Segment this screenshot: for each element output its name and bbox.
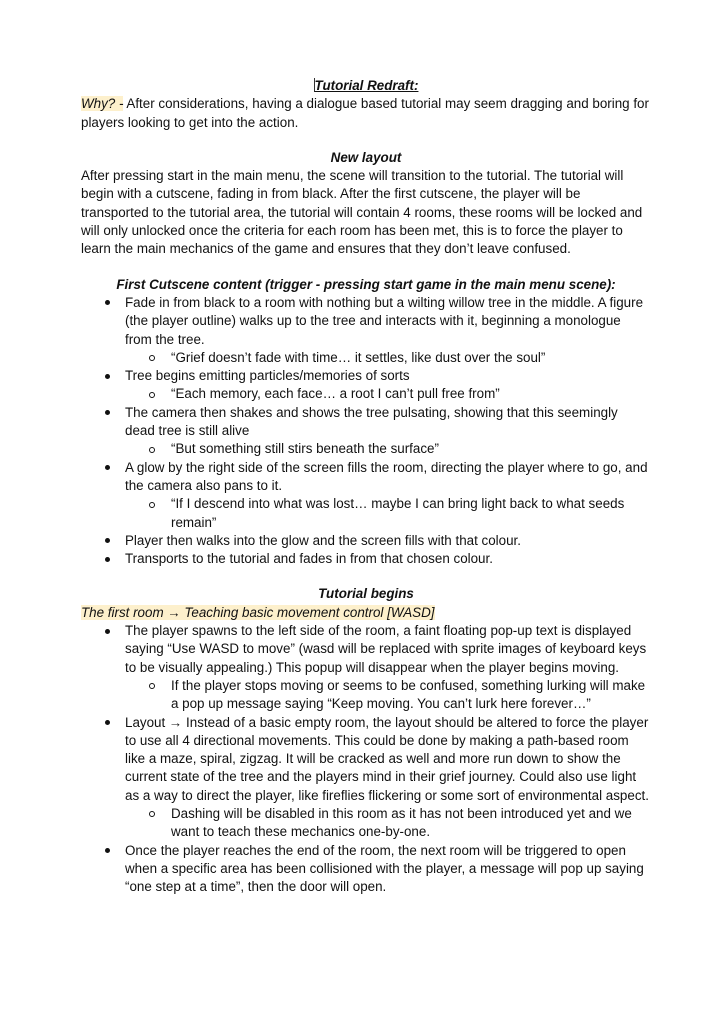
document-page xyxy=(81,77,651,896)
sub-list-item: If the player stops moving or seems to be confused, something lurking will make a pop up message saying “Keep moving. You can’t lurk here forever…” xyxy=(125,677,651,714)
list-item-text: Player then walks into the glow and the screen fills with that colour. xyxy=(125,532,521,548)
cutscene-heading: First Cutscene content (trigger - pressing start game in the main menu scene): xyxy=(116,276,616,292)
cutscene-list xyxy=(81,294,651,568)
list-item xyxy=(81,294,651,367)
list-item-text: A glow by the right side of the screen fills the room, directing the player where to go, and the camera also pans to it. xyxy=(125,459,648,493)
list-item xyxy=(81,532,651,550)
sub-list-item: “But something still stirs beneath the surface” xyxy=(125,440,651,458)
room-label-line xyxy=(81,604,651,622)
list-item-text: The player spawns to the left side of the room, a faint floating pop-up text is displayed saying “Use WASD to move” (wasd will be replaced with sprite images of keyboard keys to be visually appealing.) This popup will disappear when the player begins moving. xyxy=(125,623,647,675)
sub-list xyxy=(125,805,651,842)
spacer xyxy=(81,132,651,149)
list-item-text: Once the player reaches the end of the room, the next room will be triggered to open when a specific area has been collisioned with the player, a message will pop up saying “one step at a time”, then the door will open. xyxy=(125,842,644,895)
list-item xyxy=(81,714,651,842)
sub-list-item: “If I descend into what was lost… maybe I can bring light back to what seeds remain” xyxy=(125,495,651,532)
list-item-text: Layout → Instead of a basic empty room, the layout should be altered to force the player to use all 4 directional movements. This could be done by making a path-based room like a maze, spiral, zigzag. It will be cracked as well and more run down to show the current state of the tree and the players mind in their grief journey. Could also use light as a way to direct the player, like fireflies flickering or some sort of environmental aspect. xyxy=(125,714,649,803)
list-item-text: Fade in from black to a room with nothing but a wilting willow tree in the middle. A figure (the player outline) walks up to the tree and interacts with it, beginning a monologue from the tree. xyxy=(125,294,644,347)
tutorial-list xyxy=(81,622,651,896)
spacer xyxy=(81,259,651,276)
list-item xyxy=(81,367,651,404)
list-item xyxy=(81,404,651,459)
room-label: The first room → Teaching basic movement control [WASD] xyxy=(81,604,435,620)
list-item xyxy=(81,622,651,713)
sub-list xyxy=(125,440,651,458)
list-item-text: Transports to the tutorial and fades in from that chosen colour. xyxy=(125,551,493,567)
list-item xyxy=(81,842,651,897)
new-layout-paragraph: After pressing start in the main menu, the scene will transition to the tutorial. The tutorial will begin with a cutscene, fading in from black. After the first cutscene, the player will be transported to the tutorial area, the tutorial will contain 4 rooms, these rooms will be locked and will only unlocked once the criteria for each room has been met, this is to force the player to learn the main mechanics of the game and ensures that they don’t leave confused. xyxy=(81,168,643,257)
title-line xyxy=(81,77,651,95)
sub-list xyxy=(125,385,651,403)
sub-list-item: “Grief doesn’t fade with time… it settles, like dust over the soul” xyxy=(125,349,651,367)
page-title: Tutorial Redraft: xyxy=(314,78,419,93)
intro-paragraph xyxy=(81,95,651,132)
sub-list xyxy=(125,677,651,714)
sub-list xyxy=(125,349,651,367)
intro-text: After considerations, having a dialogue based tutorial may seem dragging and boring for players looking to get into the action. xyxy=(81,96,649,130)
new-layout-heading: New layout xyxy=(330,149,402,165)
intro-label: Why? - xyxy=(81,96,124,112)
spacer xyxy=(81,568,651,585)
list-item-text: The camera then shakes and shows the tree pulsating, showing that this seemingly dead tree is still alive xyxy=(125,404,618,439)
tutorial-heading: Tutorial begins xyxy=(318,586,414,602)
sub-list-item: “Each memory, each face… a root I can’t pull free from” xyxy=(125,385,651,403)
list-item xyxy=(81,550,651,568)
list-item xyxy=(81,459,651,532)
sub-list-item: Dashing will be disabled in this room as it has not been introduced yet and we want to teach these mechanics one-by-one. xyxy=(125,805,651,842)
sub-list xyxy=(125,495,651,532)
list-item-text: Tree begins emitting particles/memories of sorts xyxy=(125,368,410,384)
